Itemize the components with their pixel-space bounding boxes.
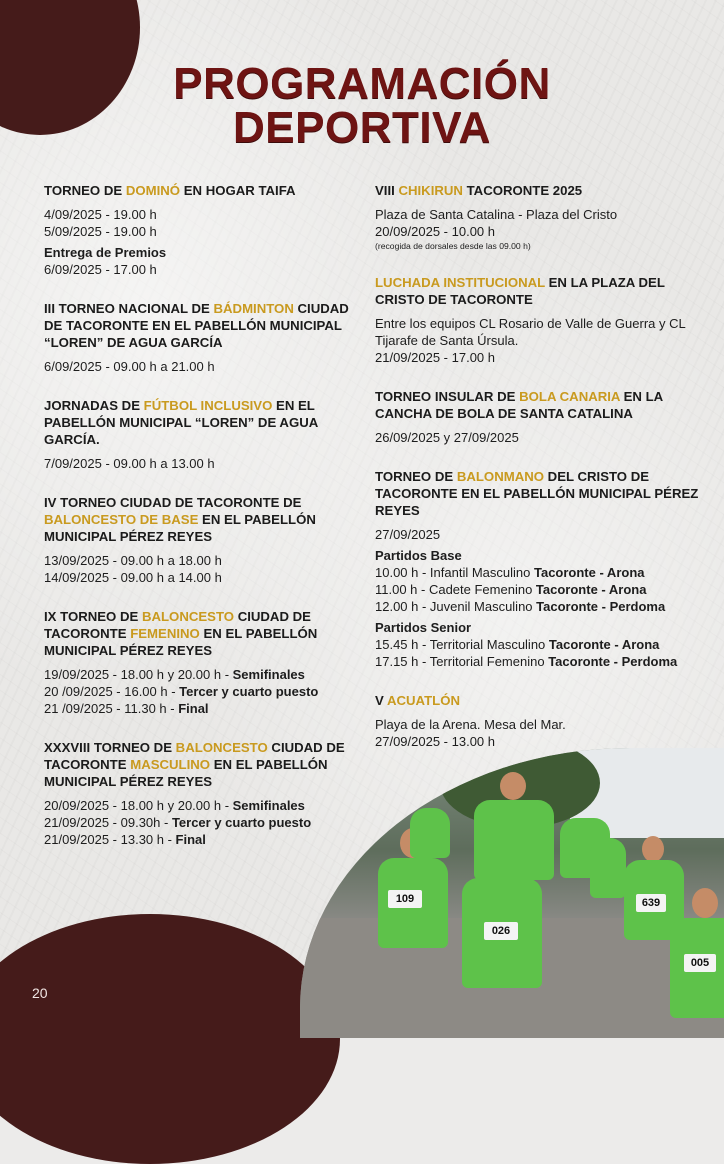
event-section: [44, 300, 362, 375]
heading-highlight: BALONCESTO: [175, 740, 268, 755]
schedule-line: 26/09/2025 y 27/09/2025: [375, 430, 519, 445]
event-section: [375, 182, 705, 252]
race-bib: 005: [684, 954, 716, 972]
heading-highlight: DOMINÓ: [125, 183, 181, 198]
match-line: [375, 653, 705, 670]
match-teams: Tacoronte - Perdoma: [548, 654, 678, 669]
event-heading: [375, 388, 705, 422]
schedule-line: 5/09/2025 - 19.00 h: [44, 224, 157, 239]
heading-highlight: BALONCESTO DE BASE: [44, 512, 199, 527]
event-section: [44, 608, 362, 717]
event-heading: [375, 692, 705, 709]
subheading: Partidos Senior: [375, 620, 472, 635]
heading-highlight: BOLA CANARIA: [519, 389, 620, 404]
event-heading: [375, 274, 705, 308]
runner-shirt: [590, 838, 626, 898]
event-section: [375, 692, 705, 750]
schedule-time: 21/09/2025 - 09.30h -: [44, 815, 172, 830]
event-section: [375, 274, 705, 366]
schedule-time: 21/09/2025 - 13.30 h -: [44, 832, 176, 847]
schedule-line: 21/09/2025 - 17.00 h: [375, 350, 495, 365]
runner-shirt: [474, 800, 554, 880]
schedule-line: 14/09/2025 - 09.00 h a 14.00 h: [44, 570, 222, 585]
page-title: [0, 59, 724, 152]
runner-shirt: [410, 808, 450, 858]
spacer: [375, 519, 705, 526]
heading-text: EN HOGAR TAIFA: [180, 183, 296, 198]
match-line: [375, 564, 705, 581]
spacer: [44, 659, 362, 666]
event-heading: [44, 182, 362, 199]
heading-text: EN LA PLAZA DEL CRISTO DE TACORONTE: [375, 275, 665, 307]
runner-head: [692, 888, 718, 918]
subheading: Partidos Base: [375, 548, 462, 563]
event-section: [44, 397, 362, 472]
spacer: [375, 422, 705, 429]
subheading: Entrega de Premios: [44, 245, 167, 260]
heading-text: EN EL PABELLÓN MUNICIPAL PÉREZ REYES: [44, 757, 328, 789]
heading-text: EN LA CANCHA DE BOLA DE SANTA CATALINA: [375, 389, 663, 421]
schedule-stage: Tercer y cuarto puesto: [179, 684, 319, 699]
spacer: [44, 448, 362, 455]
spacer: [44, 199, 362, 206]
event-section: [44, 182, 362, 278]
heading-text: VIII: [375, 183, 399, 198]
spacer: [375, 709, 705, 716]
heading-text: XXXVIII TORNEO DE: [44, 740, 176, 755]
event-heading: [375, 182, 705, 199]
heading-text: TACORONTE 2025: [462, 183, 583, 198]
schedule-line: 4/09/2025 - 19.00 h: [44, 207, 157, 222]
heading-highlight: BÁDMINTON: [213, 301, 294, 316]
schedule-time: 20 /09/2025 - 16.00 h -: [44, 684, 180, 699]
match-time: 17.15 h - Territorial Femenino: [375, 654, 549, 669]
match-teams: Tacoronte - Perdoma: [536, 599, 666, 614]
match-time: 12.00 h - Juvenil Masculino: [375, 599, 537, 614]
runner-head: [642, 836, 664, 862]
event-section: [375, 468, 705, 670]
event-heading: [44, 397, 362, 448]
spacer: [44, 351, 362, 358]
match-teams: Tacoronte - Arona: [535, 582, 647, 597]
heading-text: III TORNEO NACIONAL DE: [44, 301, 214, 316]
heading-text: CIUDAD DE TACORONTE: [44, 609, 311, 641]
heading-text: V: [375, 693, 387, 708]
schedule-line: Plaza de Santa Catalina - Plaza del Cristo: [375, 207, 618, 222]
heading-text: EN EL PABELLÓN MUNICIPAL “LOREN” DE AGUA GARCÍA.: [44, 398, 318, 447]
event-heading: [44, 739, 362, 790]
heading-highlight: ACUATLÓN: [386, 693, 460, 708]
heading-text: IV TORNEO CIUDAD DE TACORONTE DE: [44, 495, 302, 510]
match-line: [375, 598, 705, 615]
schedule-line: Playa de la Arena. Mesa del Mar.: [375, 717, 566, 732]
schedule-stage: Final: [175, 832, 206, 847]
heading-highlight: FÚTBOL INCLUSIVO: [143, 398, 273, 413]
schedule-line: [44, 831, 362, 848]
heading-highlight: FEMENINO: [130, 626, 200, 641]
schedule-line: [44, 700, 362, 717]
heading-text: EN EL PABELLÓN MUNICIPAL PÉREZ REYES: [44, 626, 318, 658]
heading-text: DEL CRISTO DE TACORONTE EN EL PABELLÓN MUNICIPAL PÉREZ REYES: [375, 469, 699, 518]
heading-text: JORNADAS DE: [44, 398, 144, 413]
heading-text: TORNEO INSULAR DE: [375, 389, 520, 404]
match-line: [375, 581, 705, 598]
schedule-stage: Semifinales: [232, 667, 305, 682]
match-time: 10.00 h - Infantil Masculino: [375, 565, 534, 580]
event-section: [44, 739, 362, 848]
schedule-time: 21 /09/2025 - 11.30 h -: [44, 701, 179, 716]
schedule-time: 19/09/2025 - 18.00 h y 20.00 h -: [44, 667, 233, 682]
match-time: 11.00 h - Cadete Femenino: [375, 582, 536, 597]
schedule-line: 6/09/2025 - 17.00 h: [44, 262, 157, 277]
event-heading: [375, 468, 705, 519]
race-bib: 639: [636, 894, 666, 912]
schedule-line: 27/09/2025 - 13.00 h: [375, 734, 495, 749]
match-time: 15.45 h - Territorial Masculino: [375, 637, 549, 652]
heading-highlight: BALONMANO: [456, 469, 545, 484]
schedule-line: 20/09/2025 - 10.00 h: [375, 224, 495, 239]
match-teams: Tacoronte - Arona: [533, 565, 645, 580]
heading-highlight: LUCHADA INSTITUCIONAL: [375, 275, 545, 290]
match-teams: Tacoronte - Arona: [548, 637, 660, 652]
spacer: [44, 790, 362, 797]
event-heading: [44, 300, 362, 351]
schedule-line: 13/09/2025 - 09.00 h a 18.00 h: [44, 553, 222, 568]
heading-text: TORNEO DE: [44, 183, 126, 198]
schedule-stage: Tercer y cuarto puesto: [171, 815, 312, 830]
heading-text: CIUDAD DE TACORONTE EN EL PABELLÓN MUNICIPAL “LOREN” DE AGUA GARCÍA: [44, 301, 349, 350]
schedule-line: Entre los equipos CL Rosario de Valle de Guerra y CL Tijarafe de Santa Úrsula.: [375, 316, 686, 348]
heading-text: IX TORNEO DE: [44, 609, 142, 624]
match-line: [375, 636, 705, 653]
spacer: [44, 545, 362, 552]
event-heading: [44, 494, 362, 545]
race-bib: 109: [388, 890, 422, 908]
schedule-line: 27/09/2025: [375, 527, 441, 542]
heading-text: TORNEO DE: [375, 469, 457, 484]
title-line-1: PROGRAMACIÓN: [173, 59, 551, 108]
heading-highlight: BALONCESTO: [141, 609, 235, 624]
event-section: [44, 494, 362, 586]
runner-head: [500, 772, 526, 800]
heading-highlight: MASCULINO: [130, 757, 211, 772]
schedule-line: [44, 683, 362, 700]
schedule-line: 7/09/2025 - 09.00 h a 13.00 h: [44, 456, 215, 471]
schedule-line: [44, 666, 362, 683]
schedule-line: [44, 814, 362, 831]
schedule-line: [44, 797, 362, 814]
schedule-line: 6/09/2025 - 09.00 h a 21.00 h: [44, 359, 215, 374]
schedule-stage: Final: [178, 701, 209, 716]
heading-text: EN EL PABELLÓN MUNICIPAL PÉREZ REYES: [44, 512, 316, 544]
left-column-schedule: [44, 182, 362, 870]
title-line-2: DEPORTIVA: [233, 103, 491, 152]
race-bib: 026: [484, 922, 518, 940]
note-text: (recogida de dorsales desde las 09.00 h): [375, 241, 531, 251]
spacer: [375, 308, 705, 315]
spacer: [375, 199, 705, 206]
page-number: 20: [32, 985, 48, 1001]
event-heading: [44, 608, 362, 659]
right-column-schedule: [375, 182, 705, 772]
event-section: [375, 388, 705, 446]
schedule-time: 20/09/2025 - 18.00 h y 20.00 h -: [44, 798, 233, 813]
heading-highlight: CHIKIRUN: [398, 183, 463, 198]
schedule-stage: Semifinales: [232, 798, 305, 813]
heading-text: CIUDAD DE TACORONTE: [44, 740, 345, 772]
